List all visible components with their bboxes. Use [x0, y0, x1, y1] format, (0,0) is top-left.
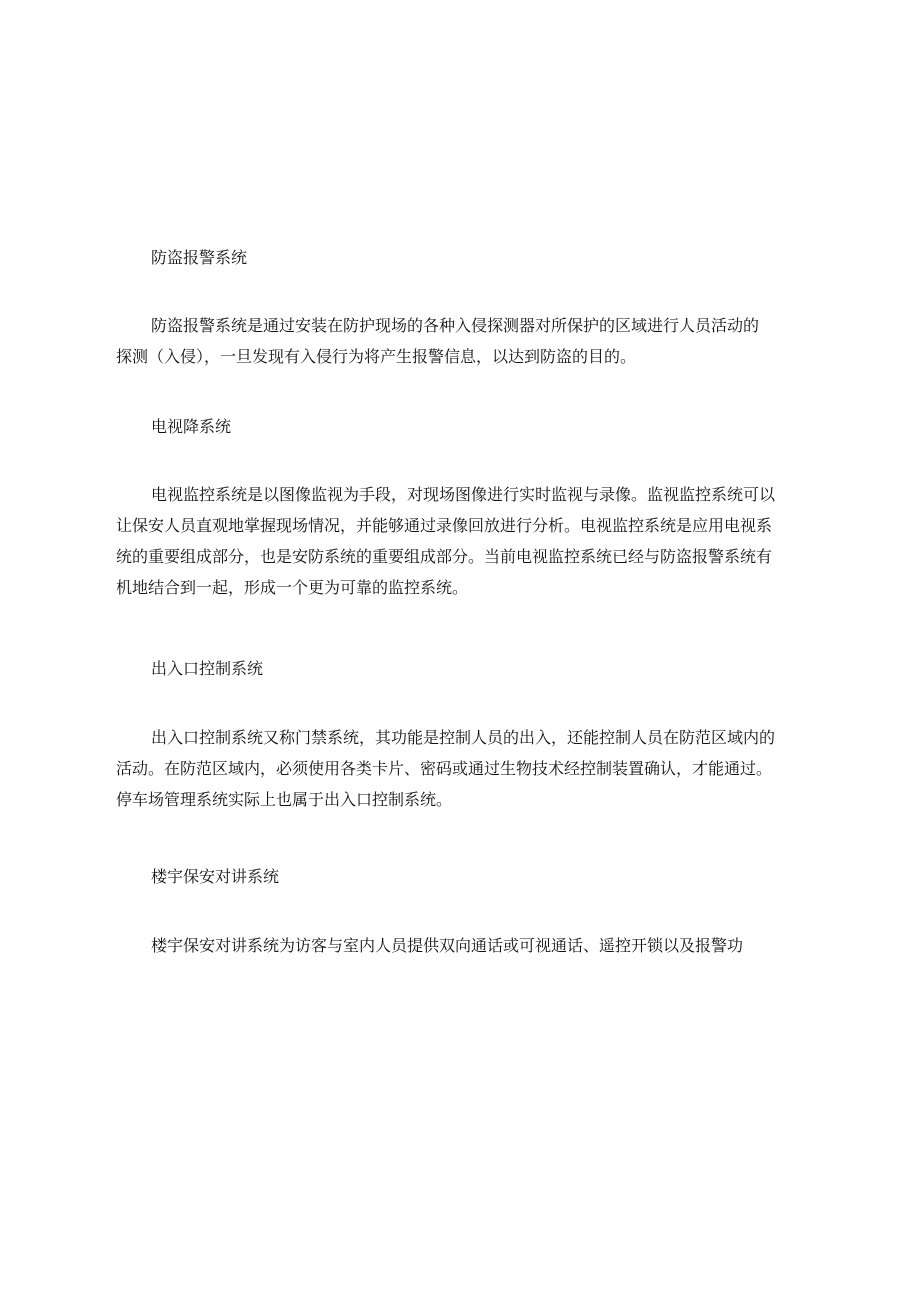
section-body-intercom	[116, 930, 806, 961]
section-heading-cctv: 电视降系统	[151, 417, 232, 436]
section-heading-burglar-alarm: 防盗报警系统	[151, 248, 248, 267]
paragraph-line: 机地结合到一起，形成一个更为可靠的监控系统。	[116, 578, 469, 597]
paragraph-line: 停车场管理系统实际上也属于出入口控制系统。	[116, 790, 453, 809]
paragraph-line: 出入口控制系统又称门禁系统，其功能是控制人员的出入，还能控制人员在防范区域内的	[151, 728, 776, 747]
paragraph-line: 探测（入侵），一旦发现有入侵行为将产生报警信息，以达到防盗的目的。	[116, 347, 637, 366]
paragraph-line: 电视监控系统是以图像监视为手段，对现场图像进行实时监视与录像。监视监控系统可以	[151, 485, 776, 504]
section-heading-access-control: 出入口控制系统	[151, 659, 264, 678]
section-body-access-control	[116, 722, 806, 815]
paragraph-line: 活动。在防范区域内，必须使用各类卡片、密码或通过生物技术经控制装置确认，才能通过。	[116, 759, 773, 778]
paragraph-line: 楼宇保安对讲系统为访客与室内人员提供双向通话或可视通话、遥控开锁以及报警功	[151, 936, 744, 955]
paragraph-line: 防盗报警系统是通过安装在防护现场的各种入侵探测器对所保护的区域进行人员活动的	[151, 316, 760, 335]
paragraph-line: 统的重要组成部分，也是安防系统的重要组成部分。当前电视监控系统已经与防盗报警系统有	[116, 547, 773, 566]
section-heading-intercom: 楼宇保安对讲系统	[151, 867, 280, 886]
section-body-burglar-alarm	[116, 310, 806, 372]
paragraph-line: 让保安人员直观地掌握现场情况，并能够通过录像回放进行分析。电视监控系统是应用电视系	[116, 516, 773, 535]
section-body-cctv	[116, 479, 806, 603]
